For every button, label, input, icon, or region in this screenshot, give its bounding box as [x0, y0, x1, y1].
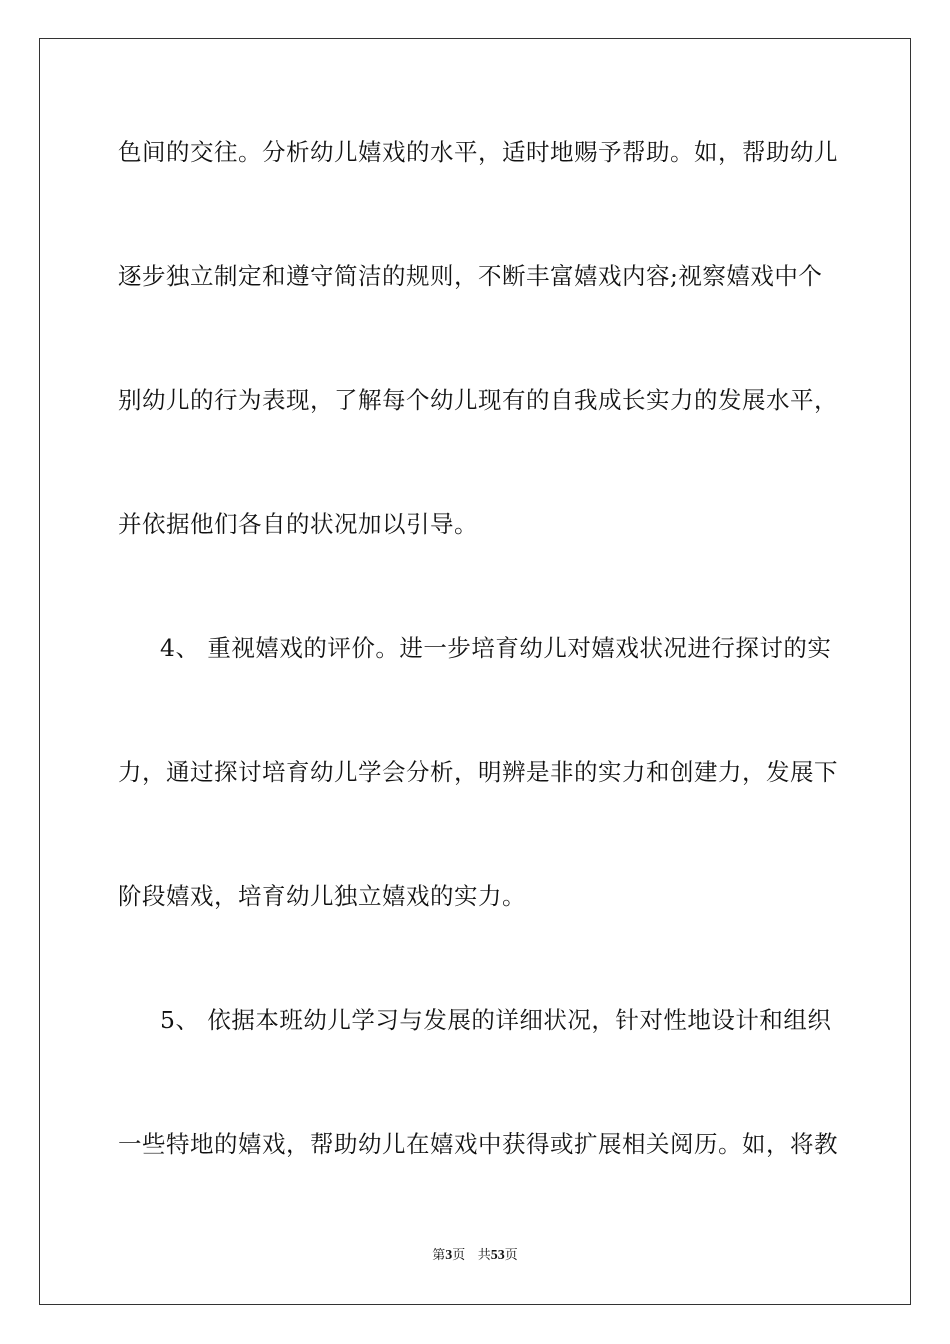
- text-line-1: 色间的交往。分析幼儿嬉戏的水平，适时地赐予帮助。如，帮助幼儿: [118, 138, 838, 166]
- page-prefix: 第: [432, 1248, 446, 1263]
- page-border: [39, 38, 911, 1305]
- text-line-8: 5、 依据本班幼儿学习与发展的详细状况，针对性地设计和组织: [160, 1006, 832, 1034]
- text-line-9: 一些特地的嬉戏，帮助幼儿在嬉戏中获得或扩展相关阅历。如，将教: [118, 1130, 838, 1158]
- page-suffix: 页: [452, 1248, 466, 1263]
- text-line-4: 并依据他们各自的状况加以引导。: [118, 510, 478, 538]
- page-number: 3: [445, 1248, 453, 1263]
- text-line-3: 别幼儿的行为表现，了解每个幼儿现有的自我成长实力的发展水平，: [118, 386, 838, 414]
- text-line-2: 逐步独立制定和遵守简洁的规则，不断丰富嬉戏内容;视察嬉戏中个: [118, 262, 823, 290]
- text-line-6: 力，通过探讨培育幼儿学会分析，明辨是非的实力和创建力，发展下: [118, 758, 838, 786]
- text-line-7: 阶段嬉戏，培育幼儿独立嬉戏的实力。: [118, 882, 526, 910]
- page-footer: [0, 1248, 950, 1264]
- text-line-5: 4、 重视嬉戏的评价。进一步培育幼儿对嬉戏状况进行探讨的实: [160, 634, 832, 662]
- total-suffix: 页: [504, 1248, 518, 1263]
- total-pages: 53: [490, 1248, 505, 1263]
- total-prefix: 共: [477, 1248, 491, 1263]
